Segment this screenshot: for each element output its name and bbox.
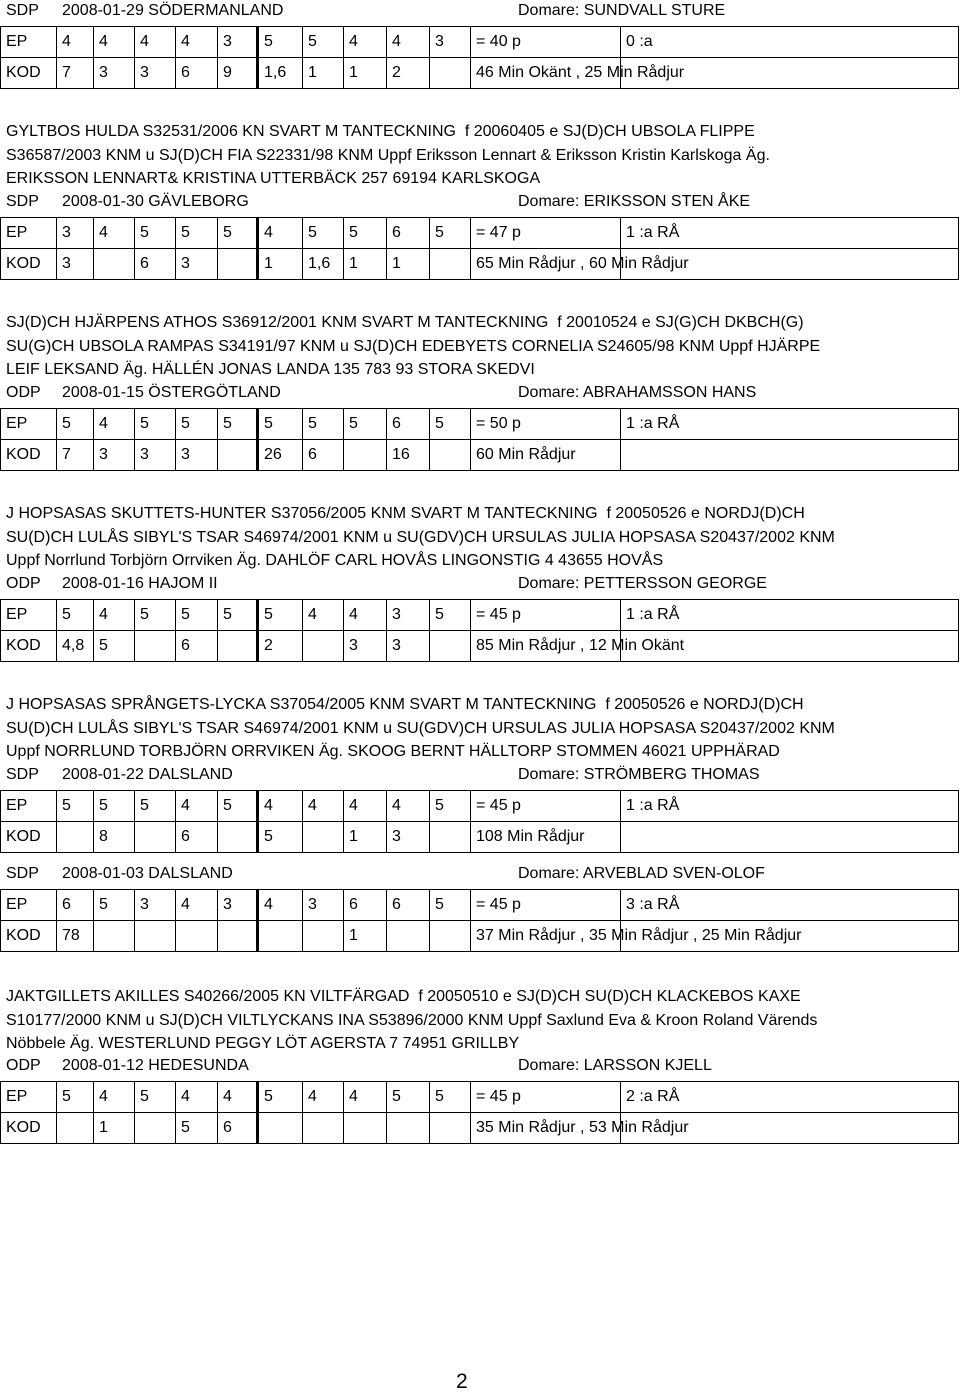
ep-cell: 4 bbox=[176, 27, 218, 58]
kod-cell: KOD bbox=[1, 822, 57, 853]
ep-cell: 6 bbox=[387, 218, 430, 249]
trial-header bbox=[6, 382, 956, 404]
ep-cell: 5 bbox=[94, 791, 135, 822]
trial-type: SDP bbox=[6, 193, 39, 210]
trial-date-place: 2008-01-29 SÖDERMANLAND bbox=[62, 2, 284, 19]
ep-cell: 5 bbox=[135, 409, 176, 440]
ep-cell: EP bbox=[1, 218, 57, 249]
ep-cell: 5 bbox=[430, 1082, 471, 1113]
description-line: Uppf NORRLUND TORBJÖRN ORRVIKEN Äg. SKOOG BERNT HÄLLTORP STOMMEN 46021 UPPHÄRAD bbox=[6, 743, 780, 760]
ep-cell: 4 bbox=[218, 1082, 258, 1113]
ep-cell: 4 bbox=[57, 27, 94, 58]
description-line: S36587/2003 KNM u SJ(D)CH FIA S22331/98 KNM Uppf Eriksson Lennart & Eriksson Kristin Karlskoga Äg. bbox=[6, 146, 770, 164]
ep-cell: 5 bbox=[303, 409, 344, 440]
kod-cell: 6 bbox=[176, 58, 218, 89]
trial-header bbox=[6, 764, 956, 786]
score-table bbox=[0, 790, 959, 853]
ep-cell: 5 bbox=[218, 218, 258, 249]
ep-cell: 4 bbox=[176, 890, 218, 921]
kod-cell bbox=[135, 631, 176, 662]
kod-cell bbox=[258, 1113, 303, 1144]
kod-cell: 1,6 bbox=[258, 58, 303, 89]
ep-cell: 5 bbox=[218, 791, 258, 822]
ep-cell: 4 bbox=[135, 27, 176, 58]
ep-cell: 5 bbox=[258, 600, 303, 631]
kod-cell: 5 bbox=[94, 631, 135, 662]
ep-cell: 5 bbox=[176, 600, 218, 631]
kod-cell: 37 Min Rådjur , 35 Min Rådjur , 25 Min Rådjur bbox=[471, 921, 621, 952]
kod-row bbox=[1, 58, 959, 89]
description-line: J HOPSASAS SPRÅNGETS-LYCKA S37054/2005 KNM SVART M TANTECKNING f 20050526 e NORDJ(D)CH bbox=[6, 696, 804, 713]
ep-cell: 4 bbox=[176, 1082, 218, 1113]
trial-judge: Domare: ERIKSSON STEN ÅKE bbox=[518, 193, 751, 210]
kod-cell bbox=[430, 58, 471, 89]
kod-cell: 5 bbox=[176, 1113, 218, 1144]
kod-cell: 16 bbox=[387, 440, 430, 471]
kod-row bbox=[1, 1113, 959, 1144]
kod-row bbox=[1, 822, 959, 853]
kod-cell bbox=[387, 921, 430, 952]
ep-cell: 5 bbox=[344, 409, 387, 440]
trial-header bbox=[6, 1055, 956, 1077]
ep-cell: 4 bbox=[94, 600, 135, 631]
kod-cell: 78 bbox=[57, 921, 94, 952]
kod-cell bbox=[344, 1113, 387, 1144]
kod-cell: 6 bbox=[176, 822, 218, 853]
ep-cell: EP bbox=[1, 890, 57, 921]
ep-cell: 5 bbox=[94, 890, 135, 921]
ep-cell: 5 bbox=[258, 409, 303, 440]
kod-cell bbox=[430, 249, 471, 280]
kod-cell bbox=[57, 1113, 94, 1144]
ep-cell: 6 bbox=[387, 409, 430, 440]
ep-cell: 5 bbox=[303, 218, 344, 249]
ep-cell: = 45 p bbox=[471, 600, 621, 631]
ep-cell: 3 bbox=[218, 27, 258, 58]
ep-cell: 3 :a RÅ bbox=[621, 890, 959, 921]
kod-cell: 3 bbox=[135, 58, 176, 89]
kod-cell: 4,8 bbox=[57, 631, 94, 662]
trial-type: SDP bbox=[6, 865, 39, 882]
kod-cell: 7 bbox=[57, 58, 94, 89]
kod-cell bbox=[430, 440, 471, 471]
trial-judge: Domare: ARVEBLAD SVEN-OLOF bbox=[518, 865, 765, 882]
kod-cell: 1 bbox=[344, 921, 387, 952]
kod-cell: 46 Min Okänt , 25 Min Rådjur bbox=[471, 58, 621, 89]
trial-type: SDP bbox=[6, 766, 39, 783]
ep-row bbox=[1, 791, 959, 822]
kod-cell: 35 Min Rådjur , 53 Min Rådjur bbox=[471, 1113, 621, 1144]
kod-cell: 1 bbox=[344, 58, 387, 89]
kod-cell: 7 bbox=[57, 440, 94, 471]
dog-description bbox=[6, 120, 946, 191]
ep-cell: 4 bbox=[387, 27, 430, 58]
kod-cell bbox=[303, 1113, 344, 1144]
ep-cell: 5 bbox=[303, 27, 344, 58]
ep-cell: 1 :a RÅ bbox=[621, 409, 959, 440]
kod-cell bbox=[303, 631, 344, 662]
kod-cell bbox=[135, 822, 176, 853]
kod-cell: 1 bbox=[344, 249, 387, 280]
ep-cell: 4 bbox=[387, 791, 430, 822]
kod-cell bbox=[218, 822, 258, 853]
ep-cell: 5 bbox=[430, 791, 471, 822]
kod-cell bbox=[621, 822, 959, 853]
ep-cell: 1 :a RÅ bbox=[621, 791, 959, 822]
ep-cell: 5 bbox=[218, 409, 258, 440]
score-table bbox=[0, 1081, 959, 1144]
kod-cell bbox=[303, 921, 344, 952]
kod-cell: 6 bbox=[135, 249, 176, 280]
description-line: SJ(D)CH HJÄRPENS ATHOS S36912/2001 KNM SVART M TANTECKNING f 20010524 e SJ(G)CH DKBCH(G) bbox=[6, 314, 804, 331]
ep-cell: = 50 p bbox=[471, 409, 621, 440]
ep-cell: 4 bbox=[94, 27, 135, 58]
trial-header bbox=[6, 863, 956, 885]
ep-cell: = 45 p bbox=[471, 890, 621, 921]
trial-date-place: 2008-01-12 HEDESUNDA bbox=[62, 1057, 249, 1074]
ep-cell: 5 bbox=[135, 791, 176, 822]
trial-type: SDP bbox=[6, 2, 39, 19]
dog-description bbox=[6, 502, 946, 573]
kod-row bbox=[1, 921, 959, 952]
description-line: S10177/2000 KNM u SJ(D)CH VILTLYCKANS INA S53896/2000 KNM Uppf Saxlund Eva & Kroon Roland Värends bbox=[6, 1011, 818, 1029]
kod-cell: 3 bbox=[94, 58, 135, 89]
ep-cell: 4 bbox=[94, 1082, 135, 1113]
ep-cell: 5 bbox=[218, 600, 258, 631]
ep-cell: 4 bbox=[303, 791, 344, 822]
description-line: ERIKSSON LENNART& KRISTINA UTTERBÄCK 257 69194 KARLSKOGA bbox=[6, 170, 541, 187]
trial-header bbox=[6, 0, 956, 22]
ep-cell: 4 bbox=[258, 218, 303, 249]
kod-cell: 9 bbox=[218, 58, 258, 89]
ep-cell: 0 :a bbox=[621, 27, 959, 58]
ep-cell: = 47 p bbox=[471, 218, 621, 249]
ep-cell: 4 bbox=[258, 791, 303, 822]
ep-cell: 5 bbox=[57, 1082, 94, 1113]
score-table bbox=[0, 26, 959, 89]
kod-cell: 2 bbox=[387, 58, 430, 89]
kod-cell: 5 bbox=[258, 822, 303, 853]
ep-cell: 5 bbox=[57, 791, 94, 822]
dog-description bbox=[6, 693, 946, 764]
ep-cell: 4 bbox=[344, 27, 387, 58]
kod-cell bbox=[430, 921, 471, 952]
score-table bbox=[0, 217, 959, 280]
ep-row bbox=[1, 218, 959, 249]
description-line: LEIF LEKSAND Äg. HÄLLÉN JONAS LANDA 135 783 93 STORA SKEDVI bbox=[6, 361, 535, 378]
ep-cell: 4 bbox=[303, 1082, 344, 1113]
ep-cell: 3 bbox=[135, 890, 176, 921]
trial-date-place: 2008-01-15 ÖSTERGÖTLAND bbox=[62, 384, 281, 401]
kod-cell: 1,6 bbox=[303, 249, 344, 280]
ep-row bbox=[1, 890, 959, 921]
ep-cell: EP bbox=[1, 1082, 57, 1113]
kod-cell: 1 bbox=[387, 249, 430, 280]
ep-cell: 5 bbox=[135, 1082, 176, 1113]
kod-cell bbox=[218, 921, 258, 952]
ep-cell: 5 bbox=[430, 409, 471, 440]
ep-cell: EP bbox=[1, 409, 57, 440]
trial-type: ODP bbox=[6, 575, 41, 592]
trial-judge: Domare: SUNDVALL STURE bbox=[518, 2, 726, 19]
trial-judge: Domare: LARSSON KJELL bbox=[518, 1057, 712, 1074]
ep-row bbox=[1, 600, 959, 631]
kod-cell: 3 bbox=[176, 440, 218, 471]
kod-cell: KOD bbox=[1, 249, 57, 280]
ep-row bbox=[1, 1082, 959, 1113]
ep-cell: 3 bbox=[218, 890, 258, 921]
kod-cell: 65 Min Rådjur , 60 Min Rådjur bbox=[471, 249, 621, 280]
kod-cell: 3 bbox=[176, 249, 218, 280]
trial-judge: Domare: ABRAHAMSSON HANS bbox=[518, 384, 757, 401]
kod-cell bbox=[176, 921, 218, 952]
description-line: SU(D)CH LULÅS SIBYL'S TSAR S46974/2001 KNM u SU(GDV)CH URSULAS JULIA HOPSASA S20437/2002 KNM bbox=[6, 528, 835, 546]
ep-cell: 4 bbox=[94, 409, 135, 440]
kod-cell: 3 bbox=[135, 440, 176, 471]
kod-cell: 3 bbox=[57, 249, 94, 280]
trial-type: ODP bbox=[6, 384, 41, 401]
ep-cell: 3 bbox=[387, 600, 430, 631]
ep-cell: 4 bbox=[303, 600, 344, 631]
description-line: J HOPSASAS SKUTTETS-HUNTER S37056/2005 KNM SVART M TANTECKNING f 20050526 e NORDJ(D)CH bbox=[6, 505, 805, 522]
trial-judge: Domare: STRÖMBERG THOMAS bbox=[518, 766, 760, 783]
ep-cell: 5 bbox=[430, 890, 471, 921]
kod-cell: KOD bbox=[1, 58, 57, 89]
kod-cell: 1 bbox=[303, 58, 344, 89]
ep-cell: = 40 p bbox=[471, 27, 621, 58]
kod-cell: 2 bbox=[258, 631, 303, 662]
kod-cell bbox=[218, 249, 258, 280]
ep-cell: 5 bbox=[430, 600, 471, 631]
description-line: JAKTGILLETS AKILLES S40266/2005 KN VILTFÄRGAD f 20050510 e SJ(D)CH SU(D)CH KLACKEBOS KAXE bbox=[6, 988, 801, 1005]
kod-row bbox=[1, 440, 959, 471]
ep-cell: EP bbox=[1, 27, 57, 58]
kod-cell: 3 bbox=[387, 631, 430, 662]
kod-cell bbox=[218, 440, 258, 471]
kod-cell bbox=[430, 822, 471, 853]
kod-cell bbox=[387, 1113, 430, 1144]
trial-type: ODP bbox=[6, 1057, 41, 1074]
ep-cell: 5 bbox=[135, 600, 176, 631]
ep-cell: 4 bbox=[176, 791, 218, 822]
kod-cell: 1 bbox=[94, 1113, 135, 1144]
kod-cell bbox=[344, 440, 387, 471]
kod-cell bbox=[430, 631, 471, 662]
kod-cell bbox=[430, 1113, 471, 1144]
ep-cell: 4 bbox=[258, 890, 303, 921]
trial-judge: Domare: PETTERSSON GEORGE bbox=[518, 575, 767, 592]
kod-cell bbox=[94, 249, 135, 280]
kod-cell bbox=[258, 921, 303, 952]
kod-cell: 85 Min Rådjur , 12 Min Okänt bbox=[471, 631, 621, 662]
score-table bbox=[0, 599, 959, 662]
ep-cell: 2 :a RÅ bbox=[621, 1082, 959, 1113]
ep-cell: 5 bbox=[135, 218, 176, 249]
kod-cell: 26 bbox=[258, 440, 303, 471]
kod-cell: KOD bbox=[1, 1113, 57, 1144]
kod-cell: 3 bbox=[387, 822, 430, 853]
kod-cell: 1 bbox=[258, 249, 303, 280]
ep-row bbox=[1, 27, 959, 58]
description-line: Nöbbele Äg. WESTERLUND PEGGY LÖT AGERSTA 7 74951 GRILLBY bbox=[6, 1035, 520, 1052]
page-number: 2 bbox=[456, 1370, 468, 1393]
ep-cell: 5 bbox=[430, 218, 471, 249]
kod-cell: KOD bbox=[1, 631, 57, 662]
kod-cell: 60 Min Rådjur bbox=[471, 440, 621, 471]
ep-cell: 4 bbox=[344, 1082, 387, 1113]
trial-header bbox=[6, 191, 956, 213]
ep-row bbox=[1, 409, 959, 440]
kod-cell bbox=[218, 631, 258, 662]
trial-header bbox=[6, 573, 956, 595]
ep-cell: 5 bbox=[344, 218, 387, 249]
ep-cell: EP bbox=[1, 791, 57, 822]
kod-cell: 3 bbox=[94, 440, 135, 471]
kod-cell bbox=[303, 822, 344, 853]
ep-cell: 3 bbox=[57, 218, 94, 249]
trial-date-place: 2008-01-22 DALSLAND bbox=[62, 766, 233, 783]
score-table bbox=[0, 408, 959, 471]
kod-cell: 1 bbox=[344, 822, 387, 853]
kod-cell bbox=[57, 822, 94, 853]
dog-description bbox=[6, 985, 946, 1056]
kod-cell: 3 bbox=[344, 631, 387, 662]
trial-date-place: 2008-01-03 DALSLAND bbox=[62, 865, 233, 882]
ep-cell: 5 bbox=[57, 409, 94, 440]
kod-cell: KOD bbox=[1, 440, 57, 471]
ep-cell: 1 :a RÅ bbox=[621, 218, 959, 249]
description-line: Uppf Norrlund Torbjörn Orrviken Äg. DAHLÖF CARL HOVÅS LINGONSTIG 4 43655 HOVÅS bbox=[6, 552, 664, 569]
kod-cell: 6 bbox=[176, 631, 218, 662]
description-line: SU(D)CH LULÅS SIBYL'S TSAR S46974/2001 KNM u SU(GDV)CH URSULAS JULIA HOPSASA S20437/2002 KNM bbox=[6, 719, 835, 737]
ep-cell: 5 bbox=[176, 409, 218, 440]
trial-date-place: 2008-01-30 GÄVLEBORG bbox=[62, 193, 249, 210]
ep-cell: 6 bbox=[387, 890, 430, 921]
kod-cell bbox=[135, 921, 176, 952]
kod-cell bbox=[94, 921, 135, 952]
ep-cell: 3 bbox=[430, 27, 471, 58]
description-line: GYLTBOS HULDA S32531/2006 KN SVART M TANTECKNING f 20060405 e SJ(D)CH UBSOLA FLIPPE bbox=[6, 123, 755, 140]
kod-cell: 6 bbox=[303, 440, 344, 471]
ep-cell: 6 bbox=[344, 890, 387, 921]
kod-cell: 8 bbox=[94, 822, 135, 853]
ep-cell: 4 bbox=[344, 600, 387, 631]
ep-cell: 3 bbox=[303, 890, 344, 921]
description-line: SU(G)CH UBSOLA RAMPAS S34191/97 KNM u SJ(D)CH EDEBYETS CORNELIA S24605/98 KNM Uppf HJÄRPE bbox=[6, 337, 821, 355]
ep-cell: 5 bbox=[176, 218, 218, 249]
kod-cell bbox=[135, 1113, 176, 1144]
ep-cell: = 45 p bbox=[471, 1082, 621, 1113]
ep-cell: 5 bbox=[387, 1082, 430, 1113]
kod-row bbox=[1, 249, 959, 280]
ep-cell: = 45 p bbox=[471, 791, 621, 822]
ep-cell: 5 bbox=[258, 27, 303, 58]
kod-cell: 108 Min Rådjur bbox=[471, 822, 621, 853]
ep-cell: 1 :a RÅ bbox=[621, 600, 959, 631]
ep-cell: 4 bbox=[94, 218, 135, 249]
dog-description bbox=[6, 311, 946, 382]
ep-cell: 5 bbox=[258, 1082, 303, 1113]
kod-row bbox=[1, 631, 959, 662]
trial-date-place: 2008-01-16 HAJOM II bbox=[62, 575, 218, 592]
kod-cell: KOD bbox=[1, 921, 57, 952]
kod-cell bbox=[621, 440, 959, 471]
ep-cell: 6 bbox=[57, 890, 94, 921]
ep-cell: 4 bbox=[344, 791, 387, 822]
kod-cell: 6 bbox=[218, 1113, 258, 1144]
ep-cell: EP bbox=[1, 600, 57, 631]
score-table bbox=[0, 889, 959, 952]
ep-cell: 5 bbox=[57, 600, 94, 631]
